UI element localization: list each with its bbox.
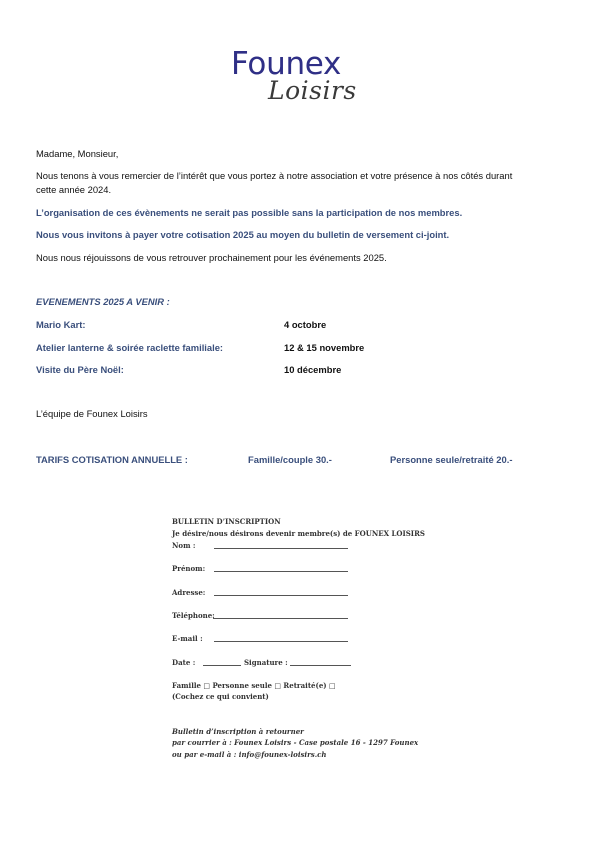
logo-loisirs: Loisirs xyxy=(268,76,357,105)
event-date: 12 & 15 novembre xyxy=(284,342,365,353)
team-signature: L’équipe de Founex Loisirs xyxy=(36,408,148,419)
highlight-cotisation: Nous vous invitons à payer votre cotisation 2025 au moyen du bulletin de versement ci-joint. xyxy=(36,229,450,240)
salutation: Madame, Monsieur, xyxy=(36,148,119,159)
field-label-adresse: Adresse: xyxy=(172,588,206,597)
paragraph-thanks-line2: cette année 2024. xyxy=(36,184,112,195)
form-intro: Je désire/nous désirons devenir membre(s) de FOUNEX LOISIRS xyxy=(172,529,425,538)
field-line-prenom[interactable] xyxy=(214,571,348,572)
return-by-mail: par courrier à : Founex Loisirs - Case postale 16 - 1297 Founex xyxy=(172,738,419,747)
field-line-email[interactable] xyxy=(214,641,348,642)
field-label-prenom: Prénom: xyxy=(172,564,206,573)
field-line-adresse[interactable] xyxy=(214,595,348,596)
event-date: 4 octobre xyxy=(284,319,327,330)
field-label-nom: Nom : xyxy=(172,541,196,550)
field-label-signature: Signature : xyxy=(244,658,288,667)
form-title: BULLETIN D’INSCRIPTION xyxy=(172,517,281,526)
membership-options[interactable]: Famille □ Personne seule □ Retraité(e) □ xyxy=(172,681,336,690)
event-name: Atelier lanterne & soirée raclette familiale: xyxy=(36,342,224,353)
tariff-family: Famille/couple 30.- xyxy=(248,454,332,465)
field-line-date[interactable] xyxy=(203,665,241,666)
return-instructions-title: Bulletin d’inscription à retourner xyxy=(172,727,304,736)
paragraph-thanks-line1: Nous tenons à vous remercier de l’intérêt que vous portez à notre association et votre présence à nos côtés durant xyxy=(36,170,513,181)
field-line-telephone[interactable] xyxy=(213,618,348,619)
event-name: Mario Kart: xyxy=(36,319,86,330)
field-line-signature[interactable] xyxy=(290,665,351,666)
events-heading: EVENEMENTS 2025 A VENIR : xyxy=(36,296,170,307)
event-date: 10 décembre xyxy=(284,364,342,375)
highlight-participation: L’organisation de ces évènements ne serait pas possible sans la participation de nos membres. xyxy=(36,207,463,218)
tariff-single: Personne seule/retraité 20.- xyxy=(390,454,513,465)
logo-founex: Founex xyxy=(231,46,342,82)
field-label-email: E-mail : xyxy=(172,634,203,643)
closing-text: Nous nous réjouissons de vous retrouver prochainement pour les événements 2025. xyxy=(36,252,387,263)
field-label-telephone: Téléphone: xyxy=(172,611,215,620)
return-by-email: ou par e-mail à : info@founex-loisirs.ch xyxy=(172,750,327,759)
event-name: Visite du Père Noël: xyxy=(36,364,124,375)
tariffs-label: TARIFS COTISATION ANNUELLE : xyxy=(36,454,188,465)
membership-options-hint: (Cochez ce qui convient) xyxy=(172,692,269,701)
field-line-nom[interactable] xyxy=(214,548,348,549)
field-label-date: Date : xyxy=(172,658,196,667)
